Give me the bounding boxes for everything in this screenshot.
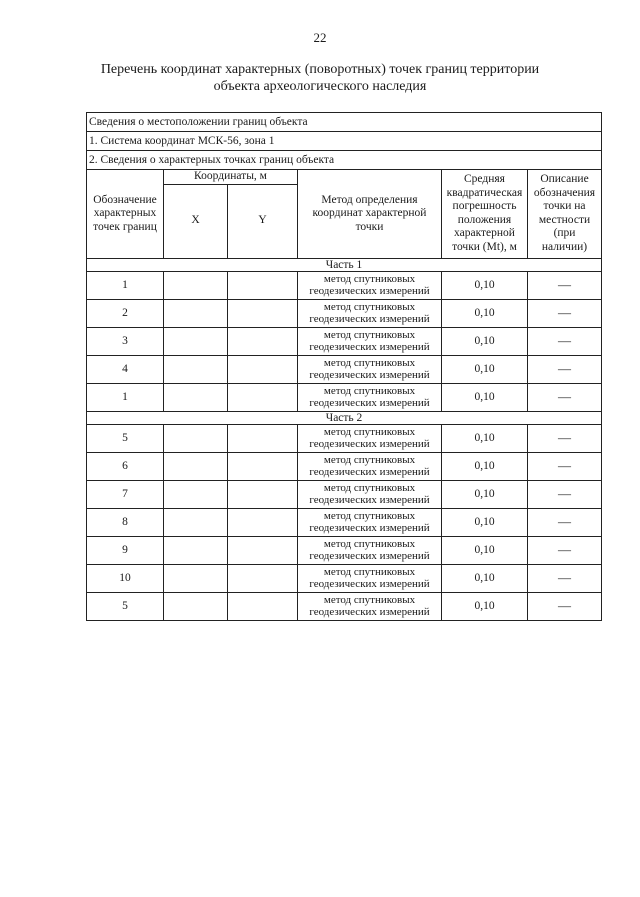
- method-cell: метод спутниковых геодезических измерений: [298, 271, 442, 299]
- method-cell: метод спутниковых геодезических измерений: [298, 592, 442, 620]
- x-cell: [164, 508, 228, 536]
- point-cell: 9: [87, 536, 164, 564]
- point-cell: 1: [87, 383, 164, 411]
- method-cell: метод спутниковых геодезических измерений: [298, 383, 442, 411]
- y-cell: [228, 592, 298, 620]
- point-cell: 8: [87, 508, 164, 536]
- method-cell: метод спутниковых геодезических измерений: [298, 536, 442, 564]
- table-row: [87, 508, 602, 536]
- info-row-points: [87, 151, 602, 170]
- method-cell: метод спутниковых геодезических измерений: [298, 424, 442, 452]
- error-cell: 0,10: [442, 564, 528, 592]
- info-row-location: [87, 113, 602, 132]
- point-cell: 4: [87, 355, 164, 383]
- error-cell: 0,10: [442, 271, 528, 299]
- point-cell: 7: [87, 480, 164, 508]
- document-title: [90, 61, 550, 95]
- part-row: [87, 411, 602, 424]
- table-row: [87, 327, 602, 355]
- method-cell: метод спутниковых геодезических измерений: [298, 480, 442, 508]
- y-cell: [228, 424, 298, 452]
- table-row: [87, 355, 602, 383]
- x-cell: [164, 299, 228, 327]
- method-cell: метод спутниковых геодезических измерений: [298, 355, 442, 383]
- description-cell: —: [528, 424, 602, 452]
- point-cell: 5: [87, 424, 164, 452]
- table-row: [87, 536, 602, 564]
- table-row: [87, 592, 602, 620]
- error-cell: 0,10: [442, 299, 528, 327]
- description-cell: —: [528, 299, 602, 327]
- y-cell: [228, 271, 298, 299]
- description-cell: —: [528, 355, 602, 383]
- y-cell: [228, 536, 298, 564]
- table-row: [87, 299, 602, 327]
- x-cell: [164, 452, 228, 480]
- description-cell: —: [528, 564, 602, 592]
- info-location: Сведения о местоположении границ объекта: [87, 113, 602, 132]
- point-cell: 1: [87, 271, 164, 299]
- page-number: 22: [313, 30, 327, 45]
- error-cell: 0,10: [442, 592, 528, 620]
- method-cell: метод спутниковых геодезических измерений: [298, 452, 442, 480]
- table-row: [87, 271, 602, 299]
- header-method: Метод определения координат характерной точки: [298, 170, 442, 259]
- x-cell: [164, 536, 228, 564]
- error-cell: 0,10: [442, 508, 528, 536]
- x-cell: [164, 564, 228, 592]
- table-row: [87, 480, 602, 508]
- table-row: [87, 383, 602, 411]
- header-x: X: [164, 184, 228, 258]
- error-cell: 0,10: [442, 424, 528, 452]
- y-cell: [228, 564, 298, 592]
- y-cell: [228, 452, 298, 480]
- method-cell: метод спутниковых геодезических измерений: [298, 564, 442, 592]
- y-cell: [228, 508, 298, 536]
- description-cell: —: [528, 452, 602, 480]
- header-coordinates: Координаты, м: [164, 170, 298, 185]
- header-designation: Обозначение характерных точек границ: [87, 170, 164, 259]
- description-cell: —: [528, 480, 602, 508]
- table-row: [87, 564, 602, 592]
- error-cell: 0,10: [442, 327, 528, 355]
- info-row-system: [87, 132, 602, 151]
- title-line-2: объекта археологического наследия: [213, 79, 427, 94]
- header-error: Средняя квадратическая погрешность положения характерной точки (Mt), м: [442, 170, 528, 259]
- x-cell: [164, 480, 228, 508]
- error-cell: 0,10: [442, 480, 528, 508]
- point-cell: 6: [87, 452, 164, 480]
- x-cell: [164, 271, 228, 299]
- x-cell: [164, 355, 228, 383]
- y-cell: [228, 327, 298, 355]
- y-cell: [228, 355, 298, 383]
- header-row-1: [87, 170, 602, 185]
- table-row: [87, 452, 602, 480]
- description-cell: —: [528, 271, 602, 299]
- error-cell: 0,10: [442, 355, 528, 383]
- description-cell: —: [528, 383, 602, 411]
- error-cell: 0,10: [442, 536, 528, 564]
- x-cell: [164, 424, 228, 452]
- description-cell: —: [528, 327, 602, 355]
- method-cell: метод спутниковых геодезических измерений: [298, 299, 442, 327]
- point-cell: 3: [87, 327, 164, 355]
- y-cell: [228, 299, 298, 327]
- part-row: [87, 258, 602, 271]
- point-cell: 2: [87, 299, 164, 327]
- error-cell: 0,10: [442, 452, 528, 480]
- description-cell: —: [528, 536, 602, 564]
- point-cell: 5: [87, 592, 164, 620]
- method-cell: метод спутниковых геодезических измерений: [298, 327, 442, 355]
- description-cell: —: [528, 592, 602, 620]
- info-system: 1. Система координат МСК-56, зона 1: [87, 132, 602, 151]
- description-cell: —: [528, 508, 602, 536]
- title-line-1: Перечень координат характерных (поворотных) точек границ территории: [100, 62, 540, 77]
- info-points: 2. Сведения о характерных точках границ объекта: [87, 151, 602, 170]
- method-cell: метод спутниковых геодезических измерений: [298, 508, 442, 536]
- point-cell: 10: [87, 564, 164, 592]
- part-label: Часть 2: [87, 411, 602, 424]
- y-cell: [228, 383, 298, 411]
- header-description: Описание обозначения точки на местности (при наличии): [528, 170, 602, 259]
- x-cell: [164, 592, 228, 620]
- header-y: Y: [228, 184, 298, 258]
- coordinates-table: [86, 112, 602, 621]
- error-cell: 0,10: [442, 383, 528, 411]
- part-label: Часть 1: [87, 258, 602, 271]
- y-cell: [228, 480, 298, 508]
- table-row: [87, 424, 602, 452]
- x-cell: [164, 327, 228, 355]
- x-cell: [164, 383, 228, 411]
